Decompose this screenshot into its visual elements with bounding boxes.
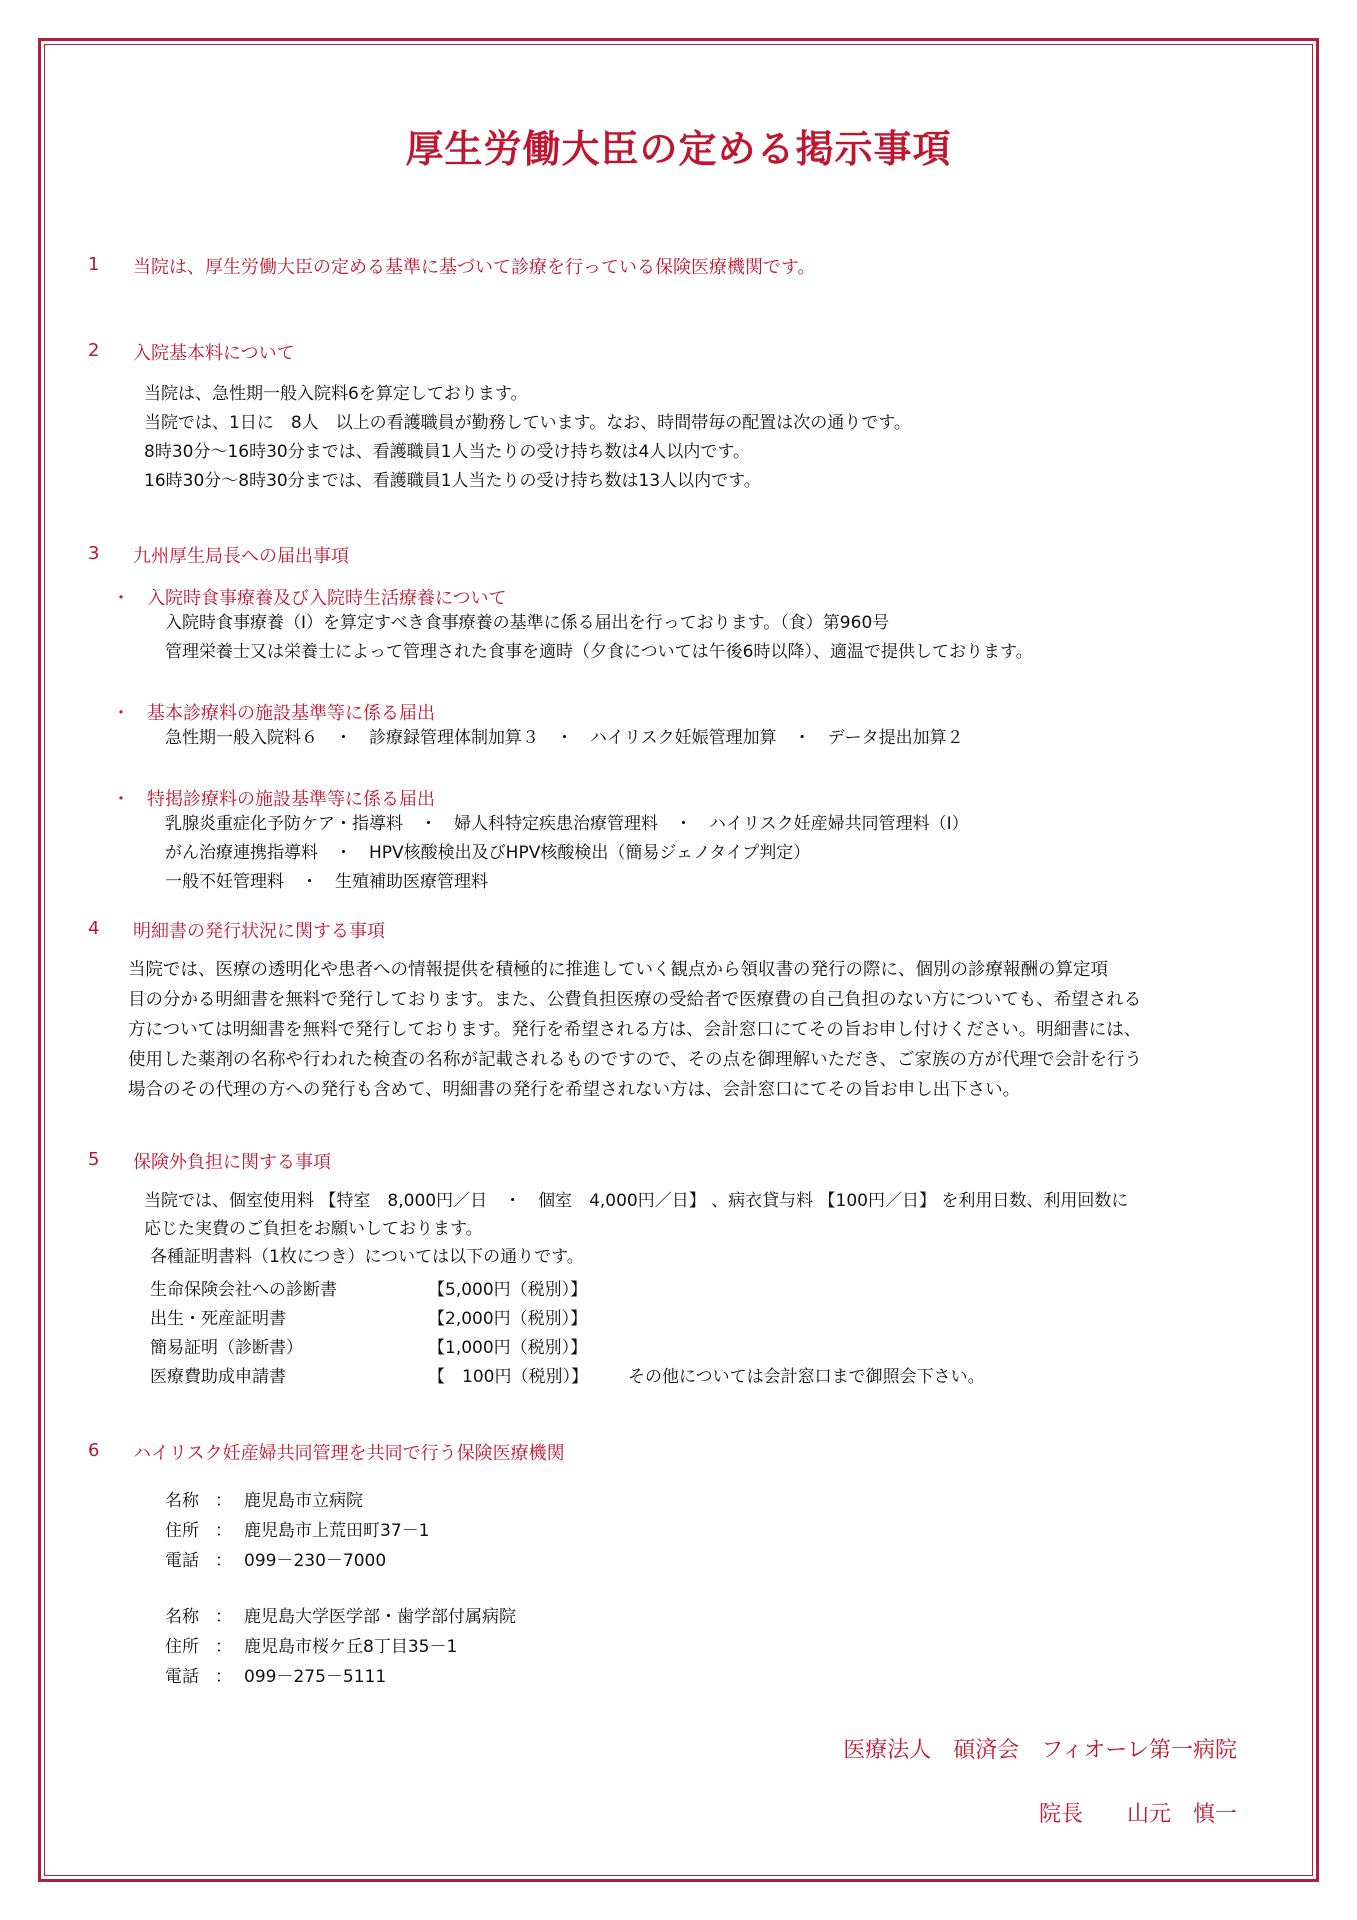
section-4-paragraph (128, 955, 1142, 1105)
section-4-number: 4 (88, 918, 100, 939)
fee-item: 出生・死産証明書 (150, 1309, 286, 1329)
subsection-basic-line: 急性期一般入院料６ ・ 診療録管理体制加算３ ・ ハイリスク妊娠管理加算 ・ データ提出加算２ (165, 728, 964, 748)
colon: ： (215, 1637, 232, 1657)
section-2-heading: 入院基本料について (133, 343, 295, 364)
hospital-phone: 099－230－7000 (244, 1551, 387, 1571)
section-2-line: 当院では、1日に 8人 以上の看護職員が勤務しています。なお、時間帯毎の配置は次の通りです。 (144, 413, 911, 433)
section-4-heading: 明細書の発行状況に関する事項 (133, 921, 385, 942)
fee-price: 【5,000円（税別）】 (428, 1280, 588, 1300)
hospital-address-label: 住所 (165, 1637, 199, 1657)
fee-price: 【 100円（税別）】 (428, 1367, 588, 1387)
paragraph-line: 当院では、医療の透明化や患者への情報提供を積極的に推進していく観点から領収書の発行の際に、個別の診療報酬の算定項 (128, 960, 1108, 980)
hospital-address: 鹿児島市上荒田町37－1 (244, 1521, 430, 1541)
bullet-mark: ・ (112, 588, 130, 609)
hospital-phone: 099－275－5111 (244, 1667, 387, 1687)
section-3-heading: 九州厚生局長への届出事項 (133, 546, 349, 567)
bullet-mark: ・ (112, 703, 130, 724)
colon: ： (215, 1607, 232, 1627)
page-title: 厚生労働大臣の定める掲示事項 (405, 127, 952, 171)
section-2-number: 2 (88, 340, 100, 361)
hospital-name-label: 名称 (165, 1491, 199, 1511)
section-1-text: 当院は、厚生労働大臣の定める基準に基づいて診療を行っている保険医療機関です。 (133, 257, 816, 278)
subsection-meal-line: 管理栄養士又は栄養士によって管理された食事を適時（夕食については午後6時以降）、適温で提供しております。 (165, 642, 1033, 662)
subsection-meal-line: 入院時食事療養（Ⅰ）を算定すべき食事療養の基準に係る届出を行っております。（食）第960号 (165, 613, 890, 633)
subsection-special-line: 一般不妊管理料 ・ 生殖補助医療管理料 (165, 872, 488, 892)
hospital-address: 鹿児島市桜ケ丘8丁目35－1 (244, 1637, 458, 1657)
fee-item: 生命保険会社への診断書 (150, 1280, 337, 1300)
section-5-line: 応じた実費のご負担をお願いしております。 (144, 1219, 483, 1239)
fee-item: 簡易証明（診断書） (150, 1338, 303, 1358)
bullet-mark: ・ (112, 789, 130, 810)
section-2-line: 16時30分～8時30分までは、看護職員1人当たりの受け持ち数は13人以内です。 (144, 471, 761, 491)
fee-note: その他については会計窓口まで御照会下さい。 (628, 1367, 985, 1387)
colon: ： (215, 1491, 232, 1511)
hospital-phone-label: 電話 (165, 1551, 199, 1571)
section-5-line: 各種証明書料（1枚につき）については以下の通りです。 (150, 1247, 584, 1267)
section-2-line: 当院は、急性期一般入院料6を算定しております。 (144, 384, 528, 404)
colon: ： (215, 1667, 232, 1687)
section-3-number: 3 (88, 543, 100, 564)
paragraph-line: 目の分かる明細書を無料で発行しております。また、公費負担医療の受給者で医療費の自己負担のない方についても、希望される (128, 990, 1142, 1010)
signature-director: 院長 山元 慎一 (1038, 1802, 1237, 1827)
section-5-number: 5 (88, 1149, 100, 1170)
subsection-special-line: がん治療連携指導料 ・ HPV核酸検出及びHPV核酸検出（簡易ジェノタイプ判定） (165, 843, 811, 863)
section-5-line: 当院では、個室使用料 【特室 8,000円／日 ・ 個室 4,000円／日】 、病衣貸与料 【100円／日】 を利用日数、利用回数に (144, 1191, 1129, 1211)
fee-item: 医療費助成申請書 (150, 1367, 286, 1387)
fee-price: 【2,000円（税別）】 (428, 1309, 588, 1329)
signature-organization: 医療法人 碩済会 フィオーレ第一病院 (843, 1738, 1237, 1763)
section-6-number: 6 (88, 1440, 100, 1461)
hospital-name-label: 名称 (165, 1607, 199, 1627)
colon: ： (215, 1551, 232, 1571)
subsection-basic-title: 基本診療料の施設基準等に係る届出 (147, 703, 435, 724)
section-2-line: 8時30分～16時30分までは、看護職員1人当たりの受け持ち数は4人以内です。 (144, 442, 750, 462)
hospital-address-label: 住所 (165, 1521, 199, 1541)
hospital-name: 鹿児島市立病院 (244, 1491, 363, 1511)
paragraph-line: 使用した薬剤の名称や行われた検査の名称が記載されるものですので、その点を御理解いただき、ご家族の方が代理で会計を行う (128, 1050, 1142, 1070)
section-6-heading: ハイリスク妊産婦共同管理を共同で行う保険医療機関 (133, 1443, 565, 1464)
colon: ： (215, 1521, 232, 1541)
paragraph-line: 場合のその代理の方への発行も含めて、明細書の発行を希望されない方は、会計窓口にてその旨お申し出下さい。 (128, 1080, 1021, 1100)
section-1-number: 1 (88, 254, 100, 275)
subsection-special-line: 乳腺炎重症化予防ケア・指導料 ・ 婦人科特定疾患治療管理料 ・ ハイリスク妊産婦共同管理料（Ⅰ） (165, 814, 969, 834)
section-5-heading: 保険外負担に関する事項 (133, 1152, 331, 1173)
hospital-phone-label: 電話 (165, 1667, 199, 1687)
paragraph-line: 方については明細書を無料で発行しております。発行を希望される方は、会計窓口にてその旨お申し付けください。明細書には、 (128, 1020, 1142, 1040)
fee-price: 【1,000円（税別）】 (428, 1338, 588, 1358)
subsection-meal-title: 入院時食事療養及び入院時生活療養について (147, 588, 507, 609)
hospital-name: 鹿児島大学医学部・歯学部付属病院 (244, 1607, 516, 1627)
subsection-special-title: 特掲診療料の施設基準等に係る届出 (147, 789, 435, 810)
